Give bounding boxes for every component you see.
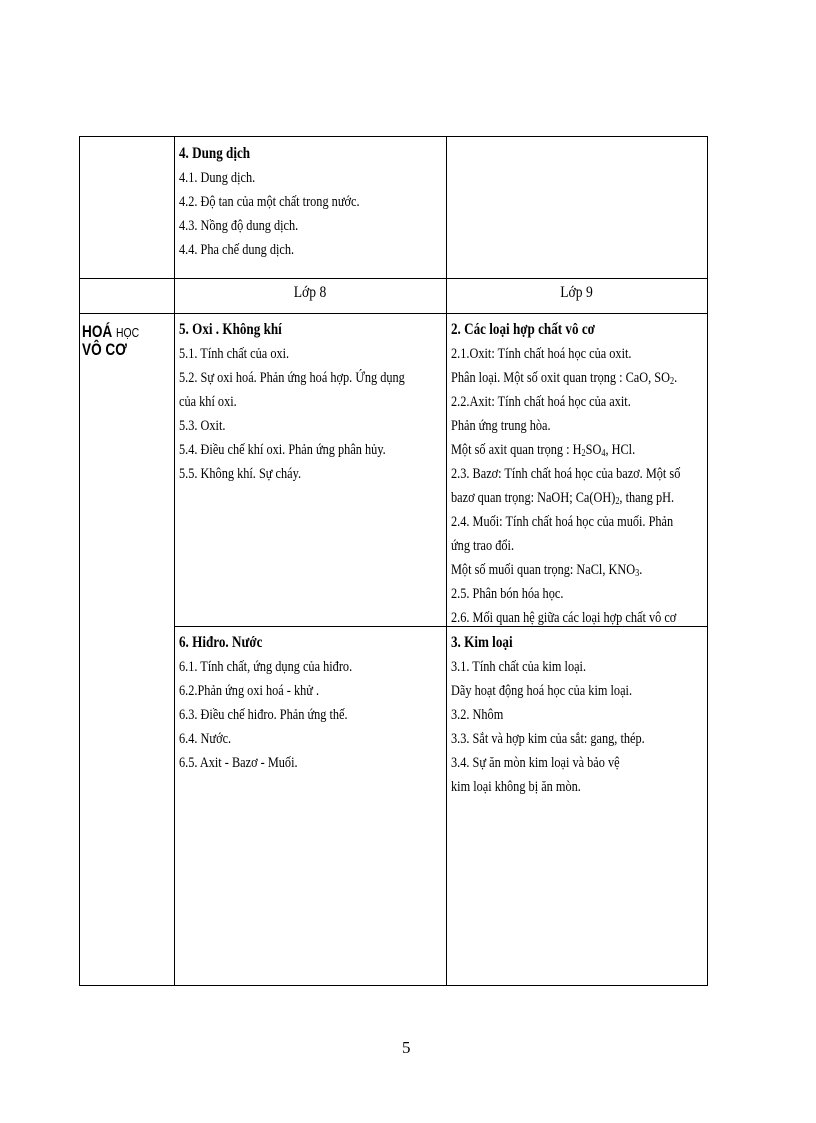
section-item [451,486,680,510]
section-heading: 4. Dung dịch [179,145,251,162]
section-heading: 3. Kim loại [451,634,513,651]
section-item: 2.6. Mối quan hệ giữa các loại hợp chất vô cơ [451,610,677,626]
page-number: 5 [402,1038,411,1057]
text-run: SO [585,442,602,458]
section-item: 2.2.Axit: Tính chất hoá học của axit. [451,394,631,410]
section-heading: 6. Hiđro. Nước [179,634,263,651]
table-border-bottom [79,985,708,986]
section-heading: 5. Oxi . Không khí [179,321,282,338]
section-item: 4.2. Độ tan của một chất trong nước. [179,194,360,210]
subscript: 4 [601,448,606,459]
table-border-right [707,136,708,985]
text-run: . [639,562,643,578]
section-item: của khí oxi. [179,394,237,410]
section-kim-loai [451,631,645,799]
section-item: 3.4. Sự ăn mòn kim loại và bảo vệ [451,755,620,771]
section-item: 5.2. Sự oxi hoá. Phản ứng hoá hợp. Ứng dụng [179,370,405,386]
subscript: 2 [581,448,586,459]
table-col-divider [446,136,447,985]
section-item: 5.5. Không khí. Sự cháy. [179,466,302,482]
section-item: 2.3. Bazơ: Tính chất hoá học của bazơ. Một số [451,466,681,482]
section-item: 2.1.Oxit: Tính chất hoá học của oxit. [451,346,632,362]
section-item: 3.1. Tính chất của kim loại. [451,659,587,675]
section-item: 4.3. Nồng độ dung dịch. [179,218,299,234]
subject-label [82,323,139,358]
text-run: Phân loại. Một số oxit quan trọng : CaO, SO [451,370,671,386]
text-run: Một số axit quan trọng : H [451,442,582,458]
section-hop-chat-vo-co [451,318,680,630]
section-item: 6.1. Tính chất, ứng dụng của hiđro. [179,659,353,675]
section-item: 6.2.Phản ứng oxi hoá - khử . [179,683,320,699]
section-item [451,366,680,390]
subscript: 2 [615,496,620,507]
section-item: ứng trao đổi. [451,538,515,554]
text-run: . [674,370,678,386]
section-heading: 2. Các loại hợp chất vô cơ [451,321,595,338]
section-item: 6.4. Nước. [179,731,232,747]
column-header-lop-9: Lớp 9 [560,284,593,301]
section-item: Phản ứng trung hòa. [451,418,551,434]
section-item [451,438,680,462]
subject-label-part: VÔ CƠ [82,340,127,359]
table-col-divider [174,136,175,985]
section-item: 6.5. Axit - Bazơ - Muối. [179,755,298,771]
section-item: Dãy hoạt động hoá học của kim loại. [451,683,633,699]
subject-label-part: HỌC [116,325,140,340]
section-hidro-nuoc [179,631,352,775]
section-dung-dich [179,142,360,262]
text-run: , thang pH. [619,490,675,506]
table-border-left [79,136,80,985]
text-run: Một số muối quan trọng: NaCl, KNO [451,562,636,578]
section-item: 3.2. Nhôm [451,707,504,723]
section-item: 4.4. Pha chế dung dịch. [179,242,295,258]
section-item: 2.5. Phân bón hóa học. [451,586,564,602]
section-item: kim loại không bị ăn mòn. [451,779,581,795]
section-item: 5.3. Oxit. [179,418,226,434]
section-oxi-khong-khi [179,318,405,486]
section-item [451,558,680,582]
section-item: 6.3. Điều chế hiđro. Phản ứng thế. [179,707,348,723]
subscript: 3 [635,568,640,579]
text-run: , HCl. [605,442,636,458]
section-item: 4.1. Dung dịch. [179,170,256,186]
subscript: 2 [670,376,675,387]
text-run: bazơ quan trọng: NaOH; Ca(OH) [451,490,616,506]
section-item: 5.1. Tính chất của oxi. [179,346,290,362]
column-header-lop-8: Lớp 8 [293,284,327,301]
subject-label-part: HOÁ [82,322,113,341]
section-item: 3.3. Sắt và hợp kim của sắt: gang, thép. [451,731,645,747]
section-item: 5.4. Điều chế khí oxi. Phản ứng phân hủy. [179,442,386,458]
section-item: 2.4. Muối: Tính chất hoá học của muối. Phản [451,514,674,530]
